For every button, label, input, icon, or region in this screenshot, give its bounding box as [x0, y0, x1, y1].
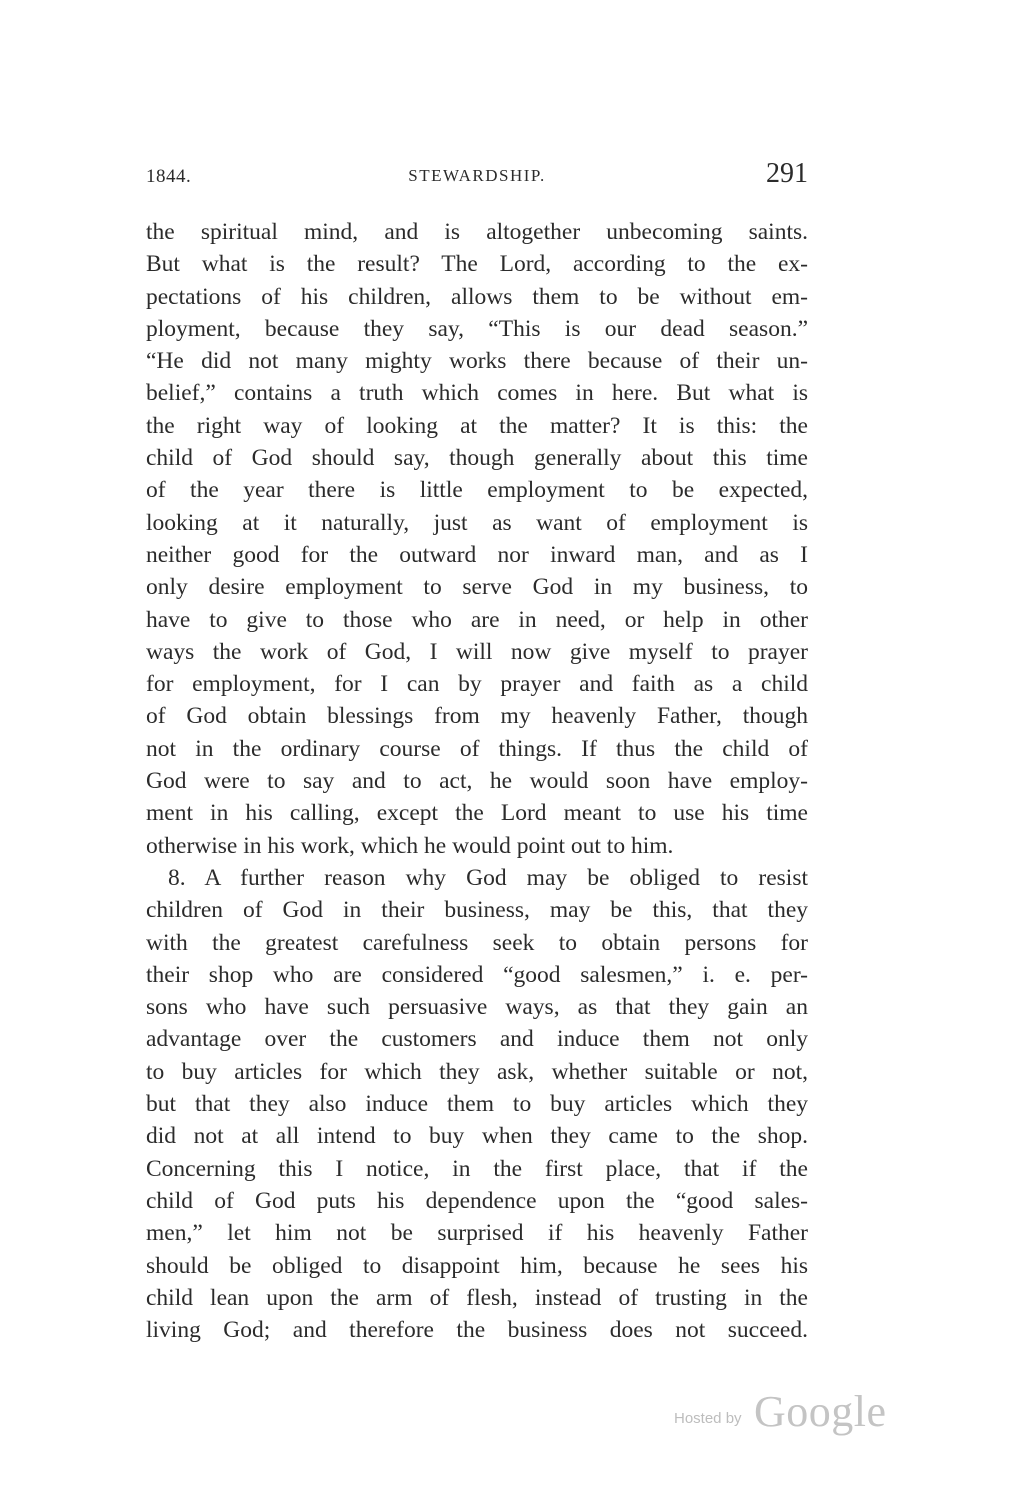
text-line: the right way of looking at the matter? It is this: the — [146, 412, 808, 439]
text-line: But what is the result? The Lord, according to the ex- — [146, 251, 808, 278]
text-line: ways the work of God, I will now give myself to prayer — [146, 638, 808, 665]
text-line: to buy articles for which they ask, whether suitable or not, — [146, 1058, 808, 1085]
body-text — [146, 216, 808, 1346]
text-line: child lean upon the arm of flesh, instead of trusting in the — [146, 1284, 808, 1311]
google-logo: Google — [754, 1387, 887, 1436]
text-line: 8. A further reason why God may be obliged to resist — [168, 864, 808, 891]
text-line: living God; and therefore the business does not succeed. — [146, 1317, 808, 1344]
text-line: their shop who are considered “good salesmen,” i. e. per- — [146, 961, 808, 988]
running-header — [146, 158, 808, 194]
text-line: “He did not many mighty works there because of their un- — [146, 348, 808, 375]
text-line: sons who have such persuasive ways, as that they gain an — [146, 994, 808, 1021]
page-number: 291 — [766, 158, 808, 189]
text-line: did not at all intend to buy when they came to the shop. — [146, 1123, 808, 1150]
text-line: children of God in their business, may be this, that they — [146, 897, 808, 924]
text-line: God were to say and to act, he would soon have employ- — [146, 768, 808, 795]
text-line: of God obtain blessings from my heavenly Father, though — [146, 703, 808, 730]
text-line: with the greatest carefulness seek to obtain persons for — [146, 929, 808, 956]
text-line: advantage over the customers and induce them not only — [146, 1026, 808, 1053]
text-line: ment in his calling, except the Lord meant to use his time — [146, 800, 808, 827]
text-line: Concerning this I notice, in the first place, that if the — [146, 1155, 808, 1182]
text-line: of the year there is little employment to be expected, — [146, 477, 808, 504]
header-year: 1844. — [146, 166, 192, 187]
text-line: ployment, because they say, “This is our dead season.” — [146, 315, 808, 342]
text-line: not in the ordinary course of things. If thus the child of — [146, 735, 808, 762]
text-line: neither good for the outward nor inward man, and as I — [146, 541, 808, 568]
text-line: have to give to those who are in need, or help in other — [146, 606, 808, 633]
header-title: STEWARDSHIP. — [408, 166, 546, 185]
text-line: for employment, for I can by prayer and faith as a child — [146, 671, 808, 698]
text-line: belief,” contains a truth which comes in here. But what is — [146, 380, 808, 407]
text-line: should be obliged to disappoint him, because he sees his — [146, 1252, 808, 1279]
text-line: but that they also induce them to buy articles which they — [146, 1091, 808, 1118]
text-line: otherwise in his work, which he would point out to him. — [146, 832, 674, 859]
text-line: looking at it naturally, just as want of employment is — [146, 509, 808, 536]
text-line: child of God should say, though generally about this time — [146, 445, 808, 472]
text-line: child of God puts his dependence upon the “good sales- — [146, 1187, 808, 1214]
text-line: men,” let him not be surprised if his heavenly Father — [146, 1220, 808, 1247]
watermark-prefix: Hosted by — [674, 1410, 742, 1427]
text-line: the spiritual mind, and is altogether unbecoming saints. — [146, 219, 808, 245]
text-line: pectations of his children, allows them to be without em- — [146, 283, 808, 310]
hosted-by-google-watermark — [674, 1386, 894, 1446]
text-line: only desire employment to serve God in my business, to — [146, 574, 808, 601]
